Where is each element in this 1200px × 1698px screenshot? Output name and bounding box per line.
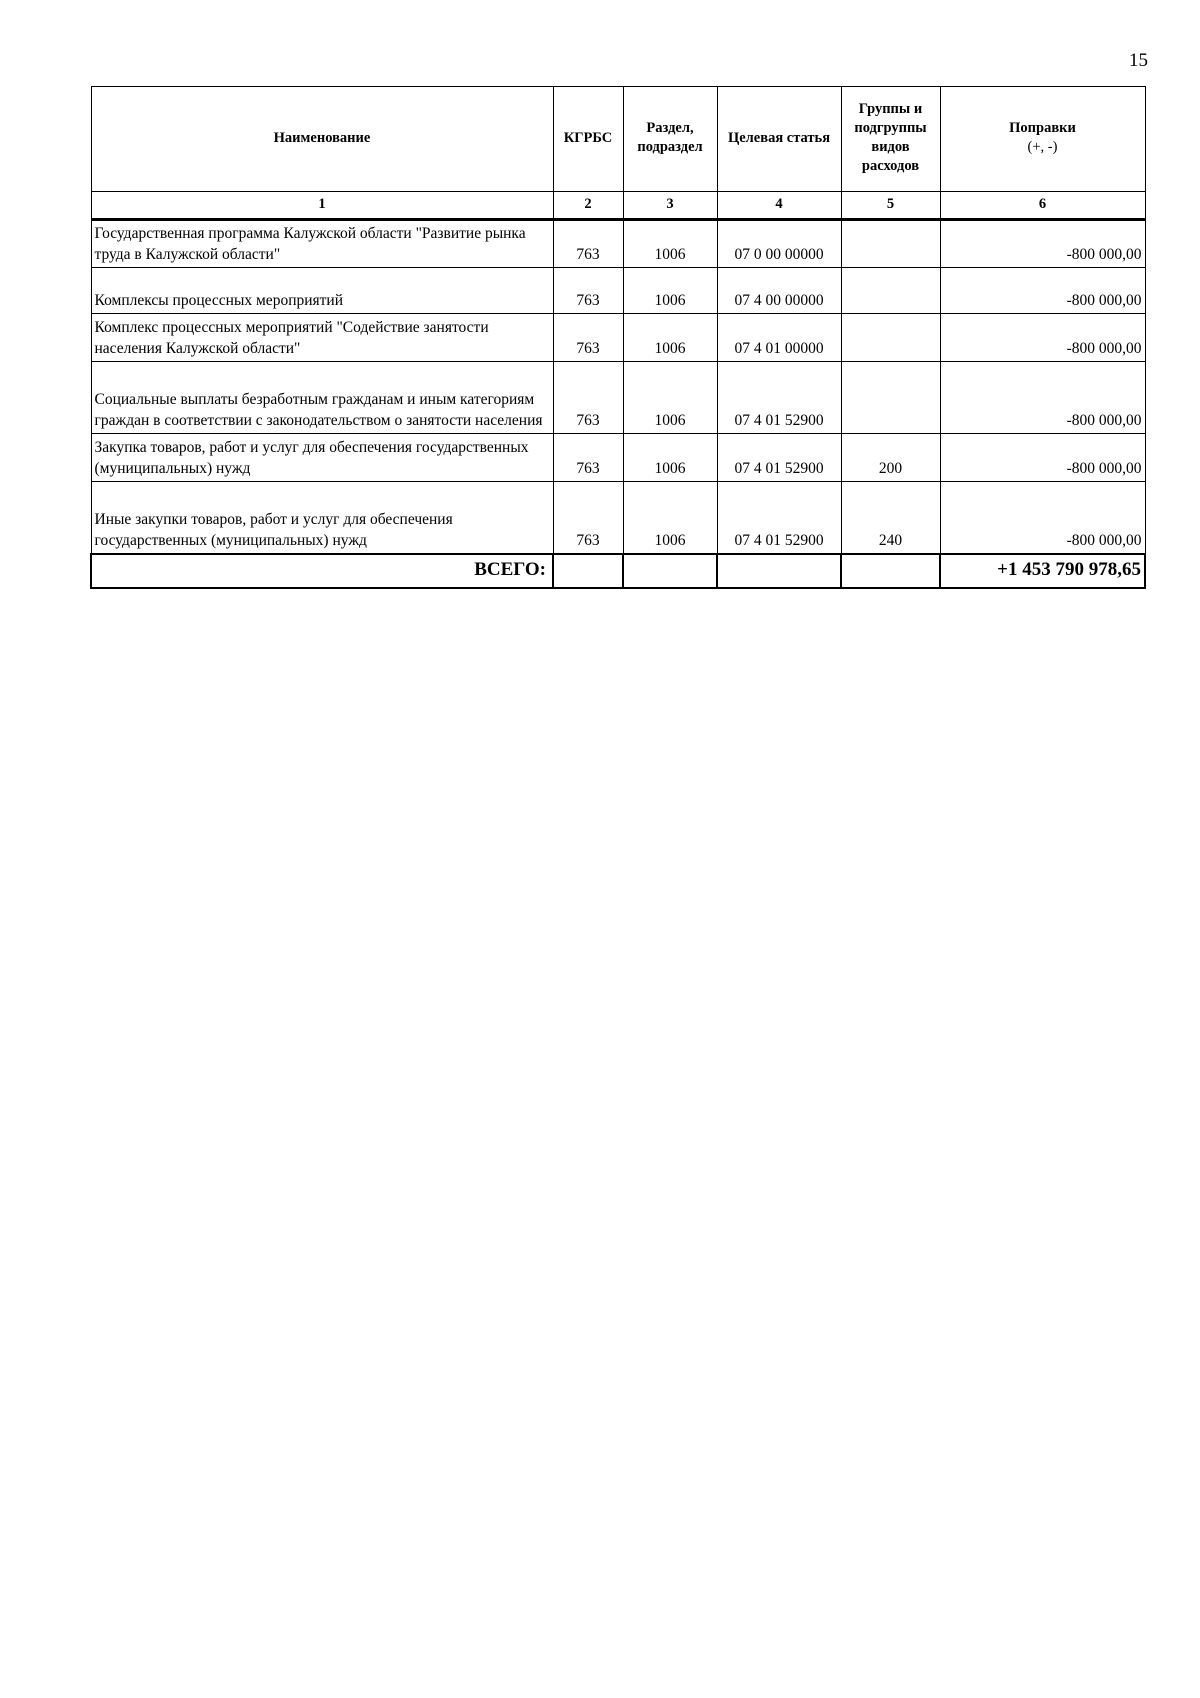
row-section: 1006 bbox=[623, 482, 717, 554]
row-kgrbs: 763 bbox=[553, 314, 623, 362]
row-name: Социальные выплаты безработным гражданам и иным категориям граждан в соответствии с законодательством о занятости населения bbox=[91, 362, 553, 434]
total-empty-cell bbox=[717, 554, 841, 588]
header-amendments-sign: (+, -) bbox=[1027, 139, 1058, 155]
table-row bbox=[91, 482, 1145, 554]
row-amount: -800 000,00 bbox=[940, 434, 1145, 482]
total-row bbox=[91, 554, 1145, 588]
total-amount: +1 453 790 978,65 bbox=[940, 554, 1145, 588]
total-label: ВСЕГО: bbox=[91, 554, 553, 588]
header-amendments bbox=[940, 87, 1145, 192]
row-target: 07 0 00 00000 bbox=[717, 220, 841, 268]
row-target: 07 4 01 00000 bbox=[717, 314, 841, 362]
table-row bbox=[91, 362, 1145, 434]
header-amendments-title: Поправки bbox=[1009, 120, 1076, 136]
row-amount: -800 000,00 bbox=[940, 362, 1145, 434]
column-number: 2 bbox=[553, 192, 623, 220]
row-name: Комплекс процессных мероприятий "Содействие занятости населения Калужской области" bbox=[91, 314, 553, 362]
row-section: 1006 bbox=[623, 220, 717, 268]
table-row bbox=[91, 434, 1145, 482]
header-groups: Группы и подгруппы видов расходов bbox=[841, 87, 940, 192]
total-empty-cell bbox=[553, 554, 623, 588]
column-numbers-row bbox=[91, 192, 1145, 220]
table-row bbox=[91, 220, 1145, 268]
row-group bbox=[841, 268, 940, 314]
row-kgrbs: 763 bbox=[553, 268, 623, 314]
table-row bbox=[91, 314, 1145, 362]
row-kgrbs: 763 bbox=[553, 362, 623, 434]
row-section: 1006 bbox=[623, 362, 717, 434]
row-target: 07 4 01 52900 bbox=[717, 482, 841, 554]
row-group: 240 bbox=[841, 482, 940, 554]
row-kgrbs: 763 bbox=[553, 482, 623, 554]
page-number: 15 bbox=[1129, 50, 1148, 71]
row-amount: -800 000,00 bbox=[940, 268, 1145, 314]
row-amount: -800 000,00 bbox=[940, 482, 1145, 554]
column-number: 1 bbox=[91, 192, 553, 220]
header-name: Наименование bbox=[91, 87, 553, 192]
column-number: 6 bbox=[940, 192, 1145, 220]
row-name: Государственная программа Калужской области "Развитие рынка труда в Калужской области" bbox=[91, 220, 553, 268]
table-row bbox=[91, 268, 1145, 314]
row-name: Комплексы процессных мероприятий bbox=[91, 268, 553, 314]
row-kgrbs: 763 bbox=[553, 220, 623, 268]
row-group bbox=[841, 220, 940, 268]
row-section: 1006 bbox=[623, 434, 717, 482]
row-section: 1006 bbox=[623, 314, 717, 362]
column-number: 3 bbox=[623, 192, 717, 220]
total-empty-cell bbox=[623, 554, 717, 588]
row-amount: -800 000,00 bbox=[940, 314, 1145, 362]
row-target: 07 4 01 52900 bbox=[717, 362, 841, 434]
table-header-row bbox=[91, 87, 1145, 192]
row-kgrbs: 763 bbox=[553, 434, 623, 482]
row-name: Закупка товаров, работ и услуг для обеспечения государственных (муниципальных) нужд bbox=[91, 434, 553, 482]
column-number: 4 bbox=[717, 192, 841, 220]
header-section: Раздел, подраздел bbox=[623, 87, 717, 192]
row-name: Иные закупки товаров, работ и услуг для обеспечения государственных (муниципальных) нужд bbox=[91, 482, 553, 554]
budget-amendments-table bbox=[90, 86, 1146, 589]
row-amount: -800 000,00 bbox=[940, 220, 1145, 268]
header-kgrbs: КГРБС bbox=[553, 87, 623, 192]
row-section: 1006 bbox=[623, 268, 717, 314]
row-group: 200 bbox=[841, 434, 940, 482]
header-target: Целевая статья bbox=[717, 87, 841, 192]
row-target: 07 4 00 00000 bbox=[717, 268, 841, 314]
row-group bbox=[841, 314, 940, 362]
row-target: 07 4 01 52900 bbox=[717, 434, 841, 482]
column-number: 5 bbox=[841, 192, 940, 220]
row-group bbox=[841, 362, 940, 434]
total-empty-cell bbox=[841, 554, 940, 588]
